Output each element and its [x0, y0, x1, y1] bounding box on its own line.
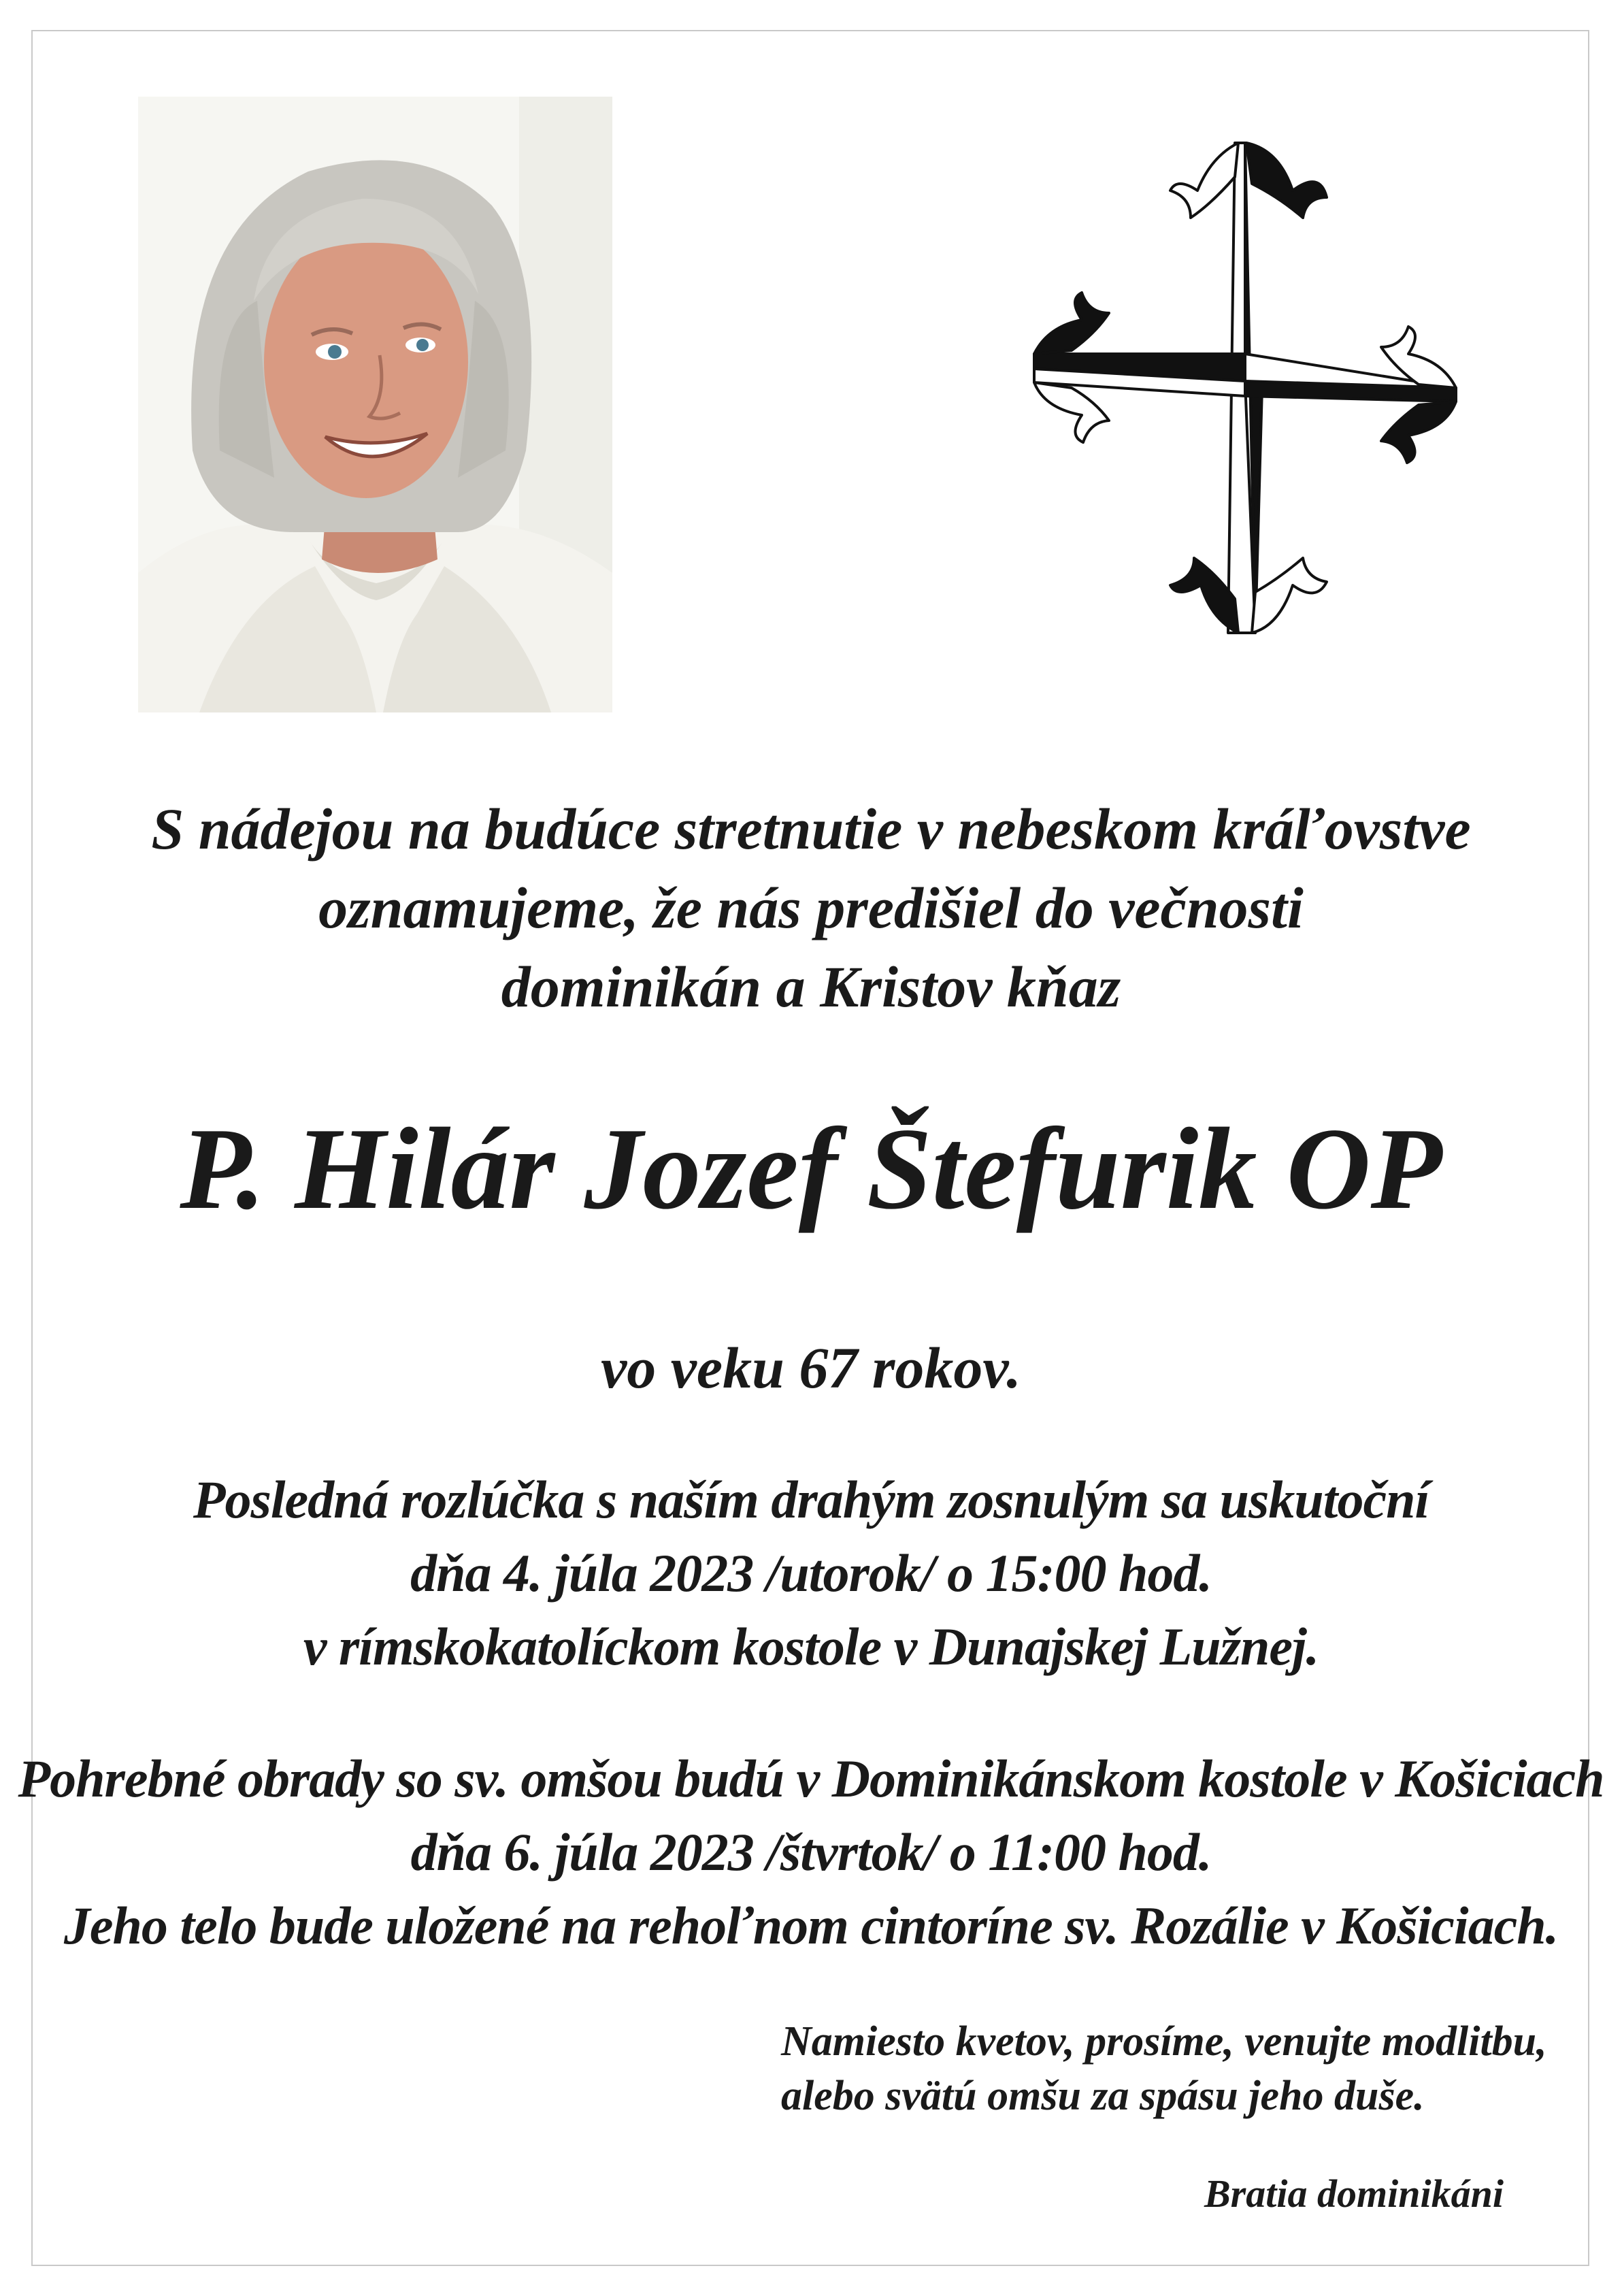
- announcement-line-2: oznamujeme, že nás predišiel do večnosti: [318, 875, 1304, 940]
- announcement-line-1: S nádejou na budúce stretnutie v nebeskom kráľovstve: [151, 796, 1471, 862]
- farewell-line-1: Posledná rozlúčka s naším drahým zosnulým sa uskutoční: [193, 1470, 1429, 1529]
- request-line-2: alebo svätú omšu za spásu jeho duše.: [781, 2073, 1425, 2119]
- request-line-1: Namiesto kvetov, prosíme, venujte modlitbu,: [781, 2018, 1547, 2065]
- cross-flory-icon: [1007, 116, 1483, 660]
- funeral-line-3: Jeho telo bude uložené na rehoľnom cintoríne sv. Rozálie v Košiciach.: [63, 1896, 1559, 1955]
- farewell-line-2: dňa 4. júla 2023 /utorok/ o 15:00 hod.: [410, 1543, 1212, 1603]
- deceased-name: P. Hilár Jozef Štefurik OP: [180, 1104, 1442, 1234]
- signature: Bratia dominikáni: [1204, 2171, 1504, 2216]
- farewell-line-3: v rímskokatolíckom kostole v Dunajskej Lužnej.: [303, 1617, 1319, 1676]
- age-line: vo veku 67 rokov.: [601, 1335, 1021, 1400]
- funeral-line-2: dňa 6. júla 2023 /štvrtok/ o 11:00 hod.: [410, 1822, 1212, 1882]
- announcement-line-3: dominikán a Kristov kňaz: [501, 954, 1121, 1019]
- portrait-photo: [138, 97, 612, 712]
- funeral-line-1: Pohrebné obrady so sv. omšou budú v Dominikánskom kostole v Košiciach: [18, 1749, 1604, 1808]
